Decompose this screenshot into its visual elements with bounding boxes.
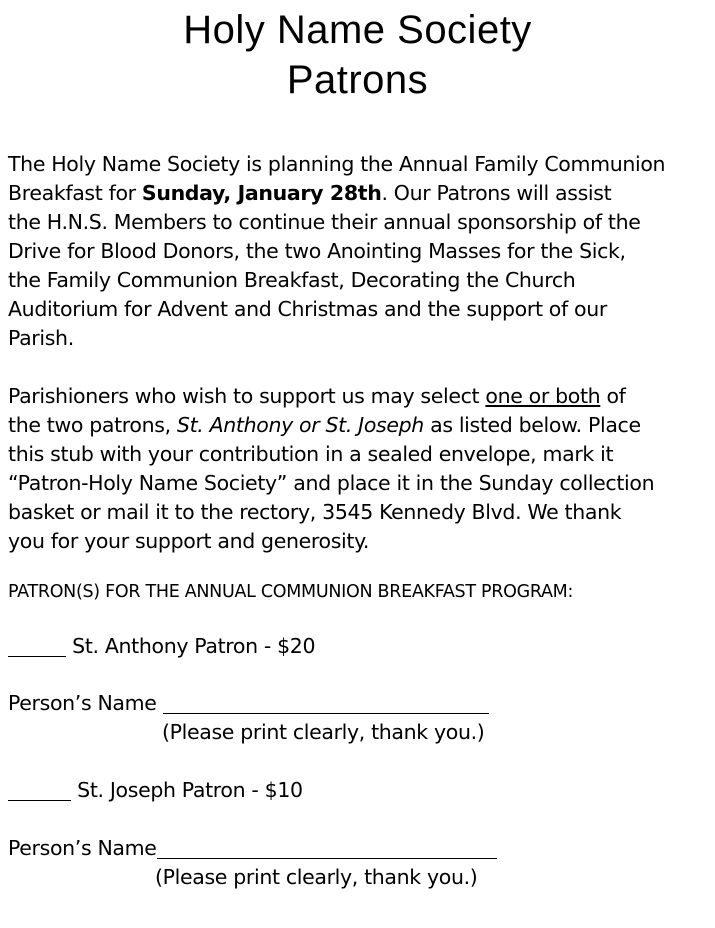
intro-line: Auditorium for Advent and Christmas and the support of our: [8, 297, 607, 321]
form-heading: PATRON(S) FOR THE ANNUAL COMMUNION BREAKFAST PROGRAM:: [8, 582, 574, 602]
instructions-text: Parishioners who wish to support us may select: [8, 384, 486, 408]
intro-text: . Our Patrons will assist: [381, 181, 612, 205]
intro-line: Parish.: [8, 326, 74, 350]
instructions-text: the two patrons,: [8, 413, 177, 437]
emphasis-underline: one or both: [485, 384, 601, 408]
checkbox-blank-st-joseph[interactable]: [8, 780, 71, 801]
instructions-line: you for your support and generosity.: [8, 529, 370, 553]
intro-line: [8, 179, 708, 208]
document-title: Holy Name Society: [183, 8, 532, 52]
instructions-text: as listed below. Place: [423, 413, 641, 437]
intro-line: Drive for Blood Donors, the two Anointing Masses for the Sick,: [8, 239, 626, 263]
option-label: St. Anthony Patron - $20: [66, 634, 316, 658]
instructions-line: this stub with your contribution in a sealed envelope, mark it: [8, 442, 614, 466]
document-subtitle: Patrons: [286, 58, 429, 102]
option-st-joseph: [8, 776, 303, 805]
instructions-paragraph: [8, 382, 708, 556]
name-field-row-1: [8, 689, 489, 718]
name-field-row-2: [8, 834, 497, 863]
intro-line: the H.N.S. Members to continue their annual sponsorship of the: [8, 210, 641, 234]
name-input-1[interactable]: [163, 693, 489, 714]
name-label: Person’s Name: [8, 691, 163, 715]
instructions-text: of: [600, 384, 626, 408]
instructions-line: [8, 382, 708, 411]
event-date: Sunday, January 28th: [141, 181, 382, 205]
name-label: Person’s Name: [8, 836, 157, 860]
instructions-line: “Patron-Holy Name Society” and place it in the Sunday collection: [8, 471, 655, 495]
instructions-line: [8, 411, 708, 440]
name-input-2[interactable]: [157, 838, 497, 859]
print-note: (Please print clearly, thank you.): [162, 720, 485, 744]
option-label: St. Joseph Patron - $10: [71, 778, 303, 802]
patron-names: St. Anthony or St. Joseph: [176, 413, 424, 437]
checkbox-blank-st-anthony[interactable]: [8, 636, 66, 657]
print-note: (Please print clearly, thank you.): [155, 865, 478, 889]
intro-paragraph: [8, 150, 708, 353]
intro-text: Breakfast for: [8, 181, 142, 205]
instructions-line: basket or mail it to the rectory, 3545 Kennedy Blvd. We thank: [8, 500, 622, 524]
intro-line: the Family Communion Breakfast, Decorating the Church: [8, 268, 576, 292]
intro-line: The Holy Name Society is planning the Annual Family Communion: [8, 152, 666, 176]
option-st-anthony: [8, 632, 315, 661]
